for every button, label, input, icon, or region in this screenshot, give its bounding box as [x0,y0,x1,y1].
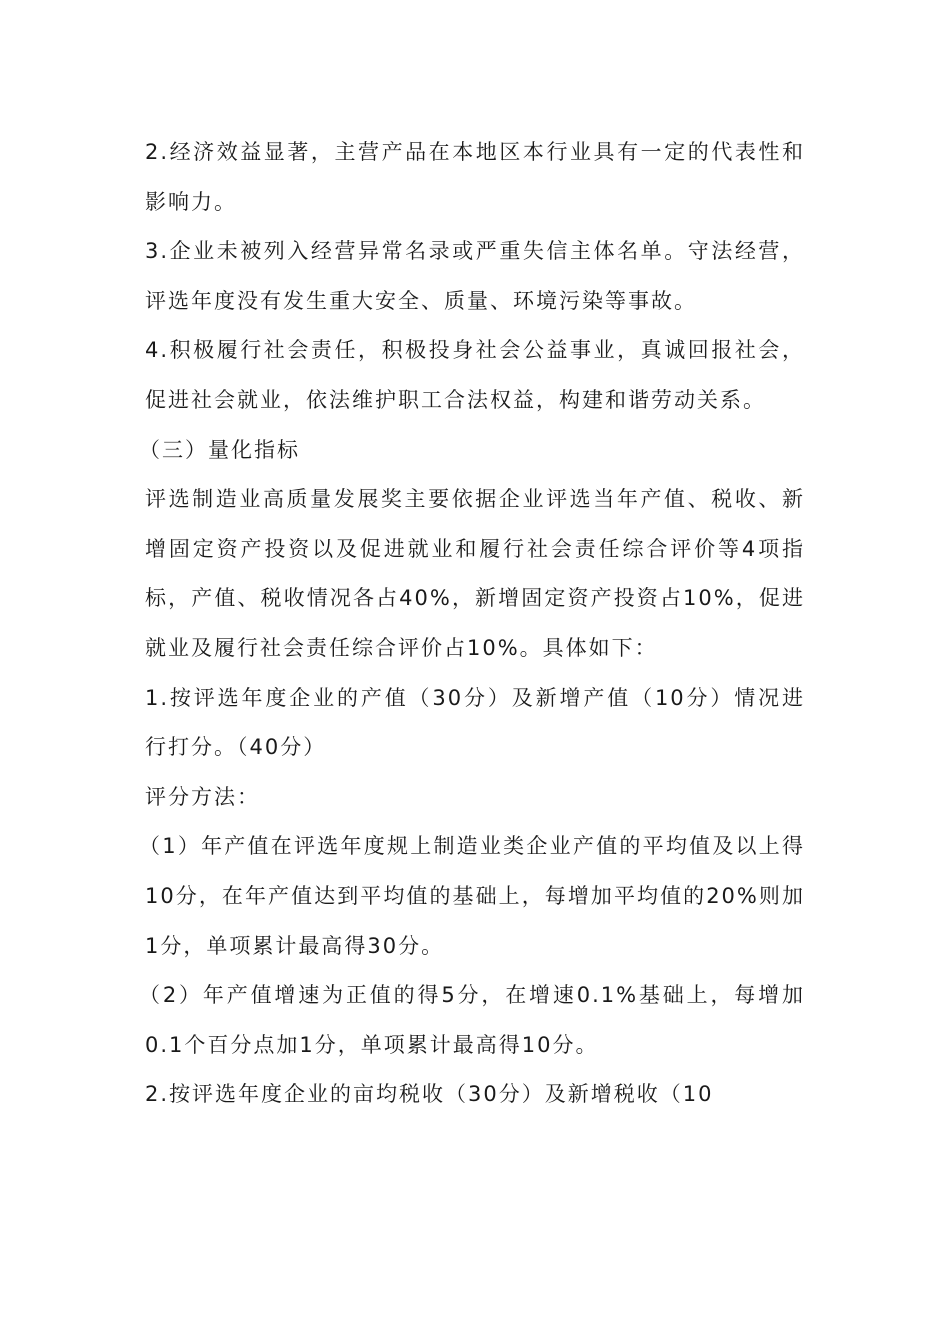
paragraph-indicators-overview: 评选制造业高质量发展奖主要依据企业评选当年产值、税收、新增固定资产投资以及促进就业和履行社会责任综合评价等4项指标，产值、税收情况各占40%，新增固定资产投资占10%，促进就业及履行社会责任综合评价占10%。具体如下： [145,487,805,660]
paragraph-criterion-2: 2.经济效益显著，主营产品在本地区本行业具有一定的代表性和影响力。 [145,140,805,214]
paragraph-tax-scoring: 2.按评选年度企业的亩均税收（30分）及新增税收（10 [145,1082,714,1107]
paragraph-criterion-4: 4.积极履行社会责任，积极投身社会公益事业，真诚回报社会，促进社会就业，依法维护职工合法权益，构建和谐劳动关系。 [145,338,805,412]
paragraph-scoring-method-label: 评分方法： [145,784,260,809]
paragraph-scoring-rule-1: （1）年产值在评选年度规上制造业类企业产值的平均值及以上得10分，在年产值达到平均值的基础上，每增加平均值的20%则加1分，单项累计最高得30分。 [139,834,805,958]
paragraph-criterion-3: 3.企业未被列入经营异常名录或严重失信主体名单。守法经营，评选年度没有发生重大安全、质量、环境污染等事故。 [145,239,805,313]
paragraph-scoring-rule-2: （2）年产值增速为正值的得5分，在增速0.1%基础上，每增加0.1个百分点加1分，单项累计最高得10分。 [139,983,805,1057]
document-body [139,128,805,1120]
paragraph-output-scoring: 1.按评选年度企业的产值（30分）及新增产值（10分）情况进行打分。（40分） [145,685,805,760]
section-heading-quantitative-indicators: （三）量化指标 [139,437,300,462]
